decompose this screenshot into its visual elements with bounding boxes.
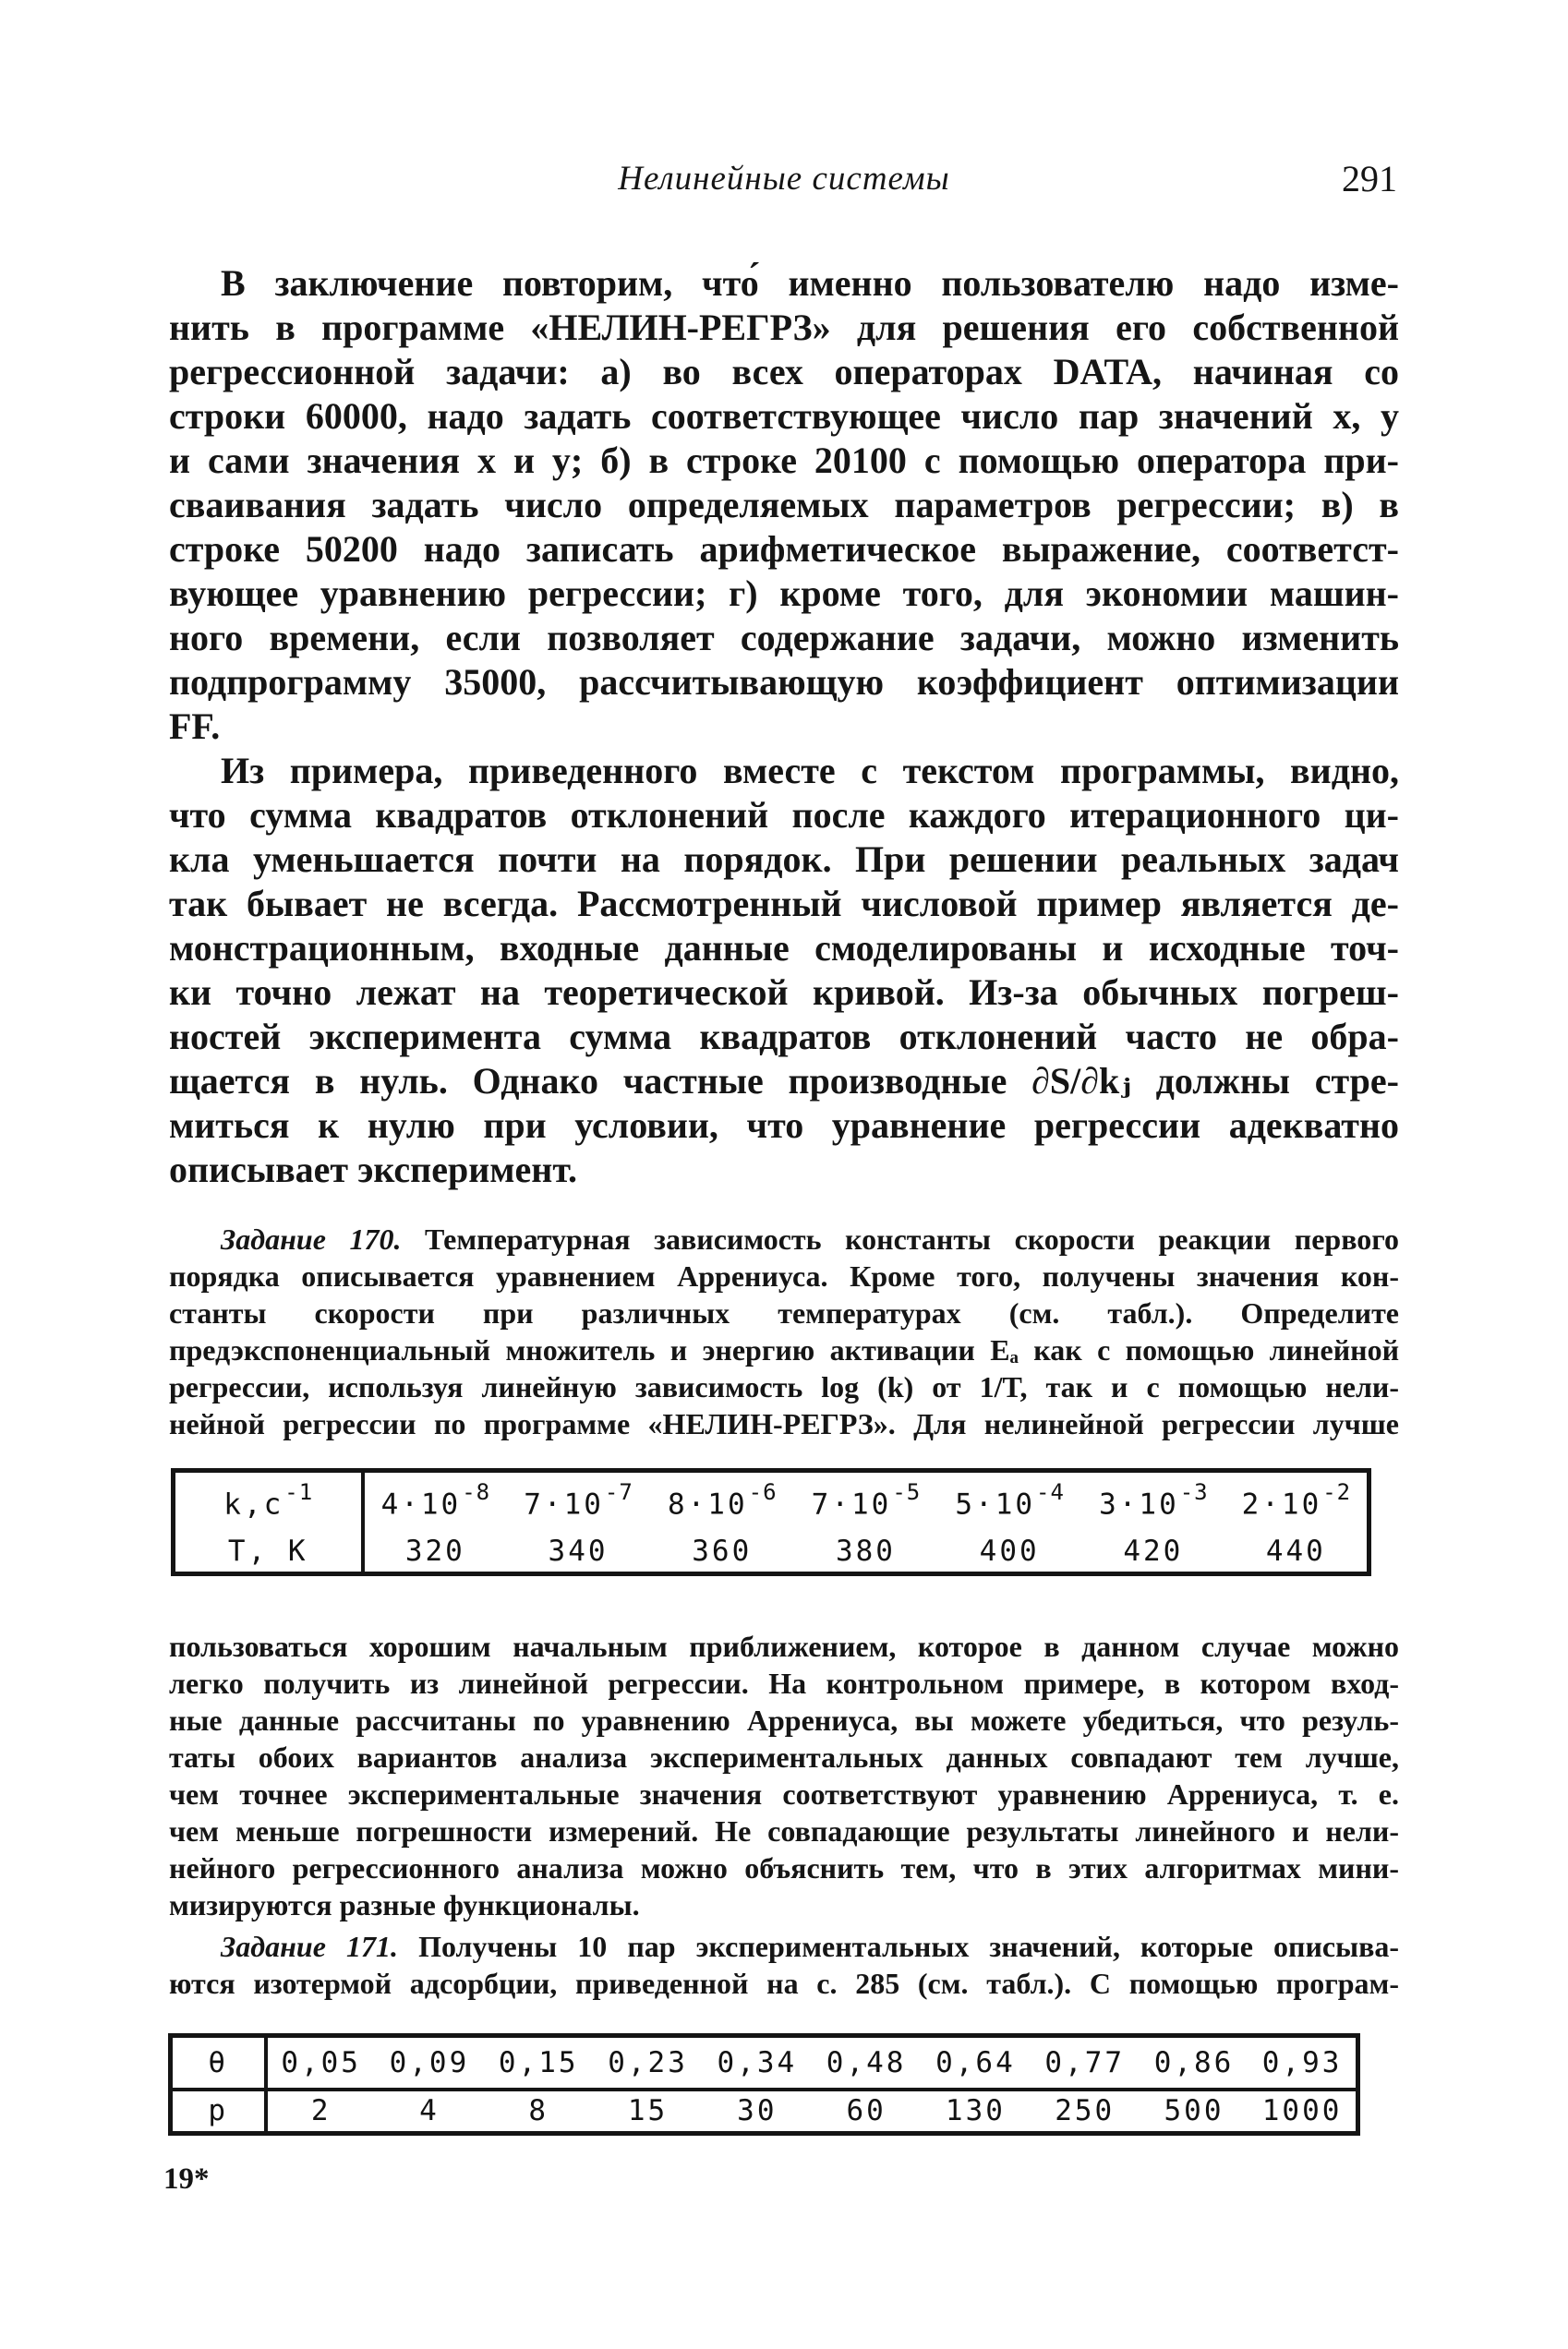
text-line: кла уменьшается почти на порядок. При решении реальных задач — [169, 838, 1399, 880]
task-171-first-line: Получены 10 пар экспериментальных значений, которые описыва- — [418, 1930, 1399, 1963]
table-cell: 0,05 — [266, 2036, 375, 2090]
text-line: строки 60000, надо задать соответствующее число пар значений x, y — [169, 395, 1399, 437]
task-171-label: Задание 171. — [221, 1930, 398, 1963]
text-line: подпрограмму 35000, рассчитывающую коэффициент оптимизации — [169, 661, 1399, 703]
table-cell: 0,48 — [812, 2036, 921, 2090]
text-line: вующее уравнению регрессии; г) кроме того, для экономии машин- — [169, 572, 1399, 614]
table-cell: 0,34 — [703, 2036, 812, 2090]
text-line: описывает эксперимент. — [169, 1149, 577, 1190]
paragraph-task-170 — [169, 1221, 1399, 1442]
table-cell: $3\cdot 10^{-3}$ — [1099, 1478, 1209, 1521]
text-line: миться к нулю при условии, что уравнение регрессии адекватно — [169, 1104, 1399, 1146]
text-line: щается в нуль. Однако частные производные ∂S/∂kⱼ должны стре- — [169, 1060, 1399, 1102]
table-cell: 4 — [419, 2094, 440, 2128]
task-170-first-line: Температурная зависимость константы скорости реакции первого — [425, 1223, 1400, 1256]
table-cell: 1000 — [1261, 2094, 1343, 2128]
text-line: В заключение повторим, что́ именно пользователю надо изме- — [221, 262, 1399, 304]
table-cell: 0,86 — [1140, 2036, 1248, 2090]
table-cell: 30 — [737, 2094, 778, 2128]
table-cell: 340 — [548, 1534, 609, 1568]
table-row — [171, 2036, 1358, 2090]
paragraph-task-171 — [169, 1928, 1399, 2002]
task-170-label: Задание 170. — [221, 1223, 402, 1256]
table-cell: 130 — [945, 2094, 1006, 2128]
text-line: пользоваться хорошим начальным приближением, которое в данном случае можно — [169, 1630, 1399, 1663]
table-cell: 15 — [627, 2094, 669, 2128]
table-cell: 400 — [979, 1534, 1040, 1568]
table-cell: 60 — [846, 2094, 887, 2128]
printer-signature-mark: 19* — [163, 2162, 210, 2196]
text-line: строке 50200 надо записать арифметическое выражение, соответст- — [169, 528, 1399, 570]
text-line: ные данные рассчитаны по уравнению Аррениуса, вы можете убедиться, что резуль- — [169, 1704, 1399, 1737]
table-cell: 0,09 — [375, 2036, 484, 2090]
table-cell: 500 — [1164, 2094, 1224, 2128]
table-cell: 250 — [1055, 2094, 1116, 2128]
row-header-cell: T, K — [174, 1530, 363, 1573]
text-line: монстрационным, входные данные смоделированы и исходные точ- — [169, 927, 1399, 969]
row-header-cell: θ — [171, 2036, 266, 2090]
table-cell: 0,93 — [1248, 2036, 1357, 2090]
text-line: ного времени, если позволяет содержание задачи, можно изменить — [169, 617, 1399, 658]
text-line: предэкспоненциальный множитель и энергию активации Eₐ как с помощью линейной — [169, 1333, 1399, 1367]
table-cell: $8\cdot 10^{-6}$ — [667, 1478, 778, 1521]
table-cell: 0,77 — [1031, 2036, 1140, 2090]
table-cell: $2\cdot 10^{-2}$ — [1241, 1478, 1352, 1521]
paragraph-conclusion — [169, 261, 1399, 749]
text-line: нейного регрессионного анализа можно объяснить тем, что в этих алгоритмах мини- — [169, 1851, 1399, 1885]
text-line: чем меньше погрешности измерений. Не совпадающие результаты линейного и нели- — [169, 1814, 1399, 1848]
table-row — [174, 1471, 1369, 1531]
text-line: сваивания задать число определяемых параметров регрессии; в) в — [169, 484, 1399, 525]
paragraph-after-table — [169, 1628, 1399, 1923]
table-cell: 2 — [310, 2094, 332, 2128]
after-table-body — [169, 1628, 1399, 1923]
row-header-cell: $k,c^{-1}$ — [174, 1471, 363, 1531]
text-line: и сами значения x и y; б) в строке 20100 с помощью оператора при- — [169, 440, 1399, 481]
text-line: ностей эксперимента сумма квадратов отклонений часто не обра- — [169, 1016, 1399, 1057]
text-line — [169, 1221, 1399, 1258]
text-line: ки точно лежат на теоретической кривой. Из-за обычных погреш- — [169, 971, 1399, 1013]
text-line: FF. — [169, 705, 221, 747]
table-cell: 0,15 — [484, 2036, 593, 2090]
main-text-block — [169, 261, 1399, 1192]
running-head — [169, 159, 1399, 201]
text-line: мизируются разные функционалы. — [169, 1888, 640, 1921]
text-line: порядка описывается уравнением Аррениуса. Кроме того, получены значения кон- — [169, 1259, 1399, 1293]
text-line — [169, 1928, 1399, 1965]
table-cell: 380 — [835, 1534, 896, 1568]
text-line: чем точнее экспериментальные значения соответствуют уравнению Аррениуса, т. е. — [169, 1777, 1399, 1811]
table-cell: 0,64 — [921, 2036, 1030, 2090]
table-cell: $7\cdot 10^{-7}$ — [524, 1478, 633, 1521]
text-line: что сумма квадратов отклонений после каждого итерационного ци- — [169, 794, 1399, 836]
text-line: нить в программе «НЕЛИН-РЕГРЗ» для решения его собственной — [169, 307, 1399, 348]
adsorption-table — [168, 2033, 1360, 2136]
text-line: станты скорости при различных температурах (см. табл.). Определите — [169, 1296, 1399, 1330]
text-line: нейной регрессии по программе «НЕЛИН-РЕГРЗ». Для нелинейной регрессии лучше — [169, 1407, 1399, 1440]
text-line: легко получить из линейной регрессии. На контрольном примере, в котором вход- — [169, 1667, 1399, 1700]
table-cell: 0,23 — [593, 2036, 702, 2090]
table-row — [174, 1530, 1369, 1573]
page-number: 291 — [1342, 158, 1397, 199]
table-cell: 360 — [692, 1534, 753, 1568]
task-171-body — [169, 1965, 1399, 2002]
table-row — [171, 2090, 1358, 2134]
row-header-cell: p — [171, 2090, 266, 2134]
text-line: регрессии, используя линейную зависимость log (k) от 1/T, так и с помощью нели- — [169, 1370, 1399, 1403]
text-line: таты обоих вариантов анализа экспериментальных данных совпадают тем лучше, — [169, 1741, 1399, 1774]
running-title: Нелинейные системы — [618, 160, 950, 198]
text-line: ются изотермой адсорбции, приведенной на с. 285 (см. табл.). С помощью програм- — [169, 1967, 1399, 2000]
text-line: регрессионной задачи: а) во всех операторах DATA, начиная со — [169, 351, 1399, 392]
table-cell: $5\cdot 10^{-4}$ — [955, 1478, 1065, 1521]
text-line: так бывает не всегда. Рассмотренный числовой пример является де- — [169, 883, 1399, 924]
table-cell: $7\cdot 10^{-5}$ — [811, 1478, 922, 1521]
table-cell: $4\cdot 10^{-8}$ — [380, 1478, 491, 1521]
text-line: Из примера, приведенного вместе с текстом программы, видно, — [221, 750, 1399, 791]
table-cell: 420 — [1123, 1534, 1184, 1568]
table-cell: 8 — [528, 2094, 549, 2128]
paragraph-example — [169, 749, 1399, 1192]
table-cell: 320 — [404, 1534, 465, 1568]
arrhenius-table — [171, 1468, 1371, 1576]
table-cell: 440 — [1265, 1534, 1326, 1568]
task-170-body — [169, 1258, 1399, 1442]
